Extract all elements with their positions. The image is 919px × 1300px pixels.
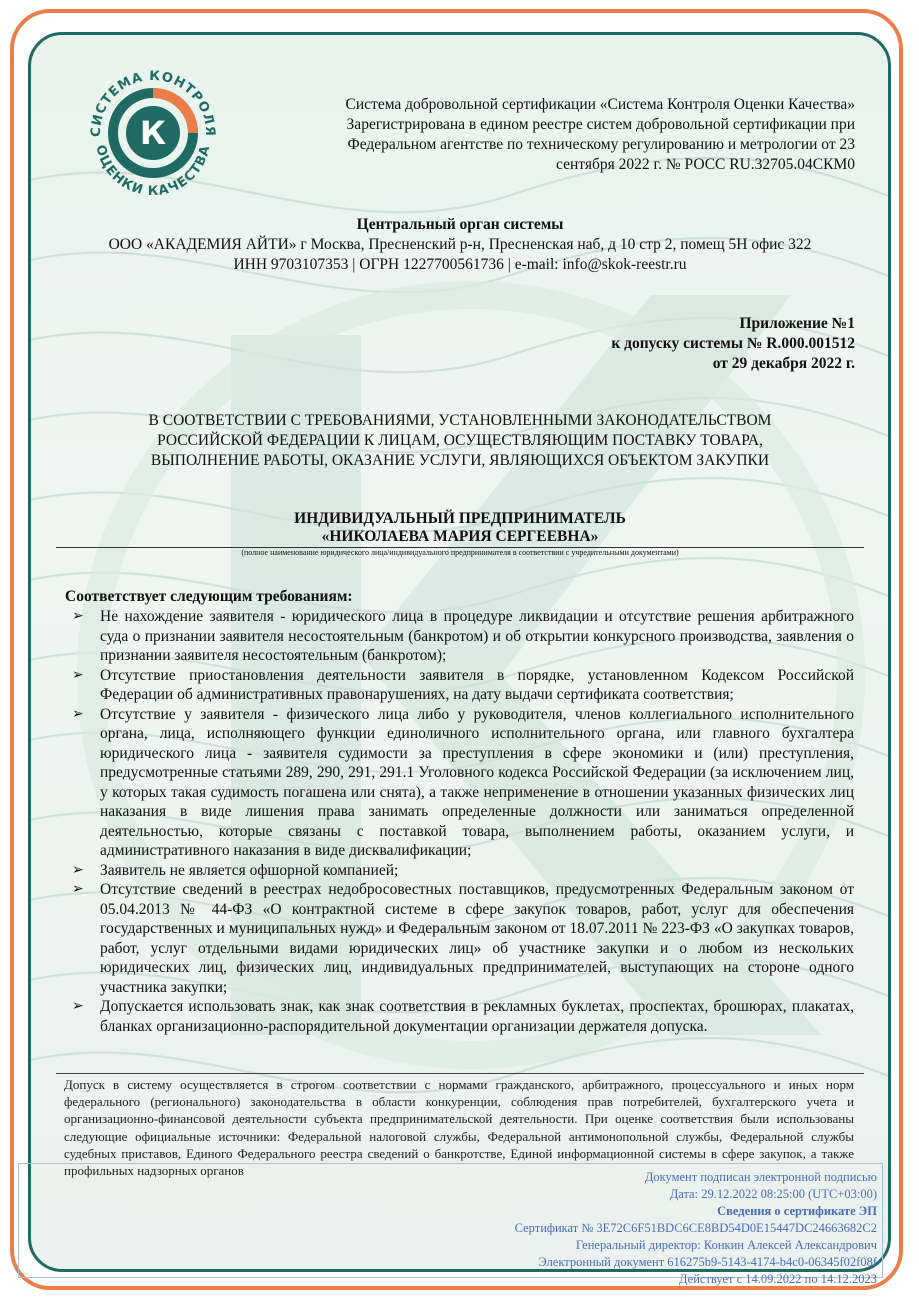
- signature-cert-heading: Сведения о сертификате ЭП: [717, 1204, 877, 1218]
- footer-divider: [56, 1073, 864, 1074]
- requirement-item: ➢ Заявитель не является офшорной компанией;: [72, 861, 399, 879]
- requirement-item: ➢ Отсутствие сведений в реестрах недобросовестных поставщиков, предусмотренных Федеральным законом от 05.04.2013 № 44-ФЗ «О контрактной системе в сфере закупок товаров, работ, услуг для обеспечения государственных и муниципальных нужд» и Федеральным законом от 18.07.2011 № 223-ФЗ «О закупках товаров, работ, услуг отдельными видами юридических лиц» об участнике закупки и о любом из нескольких юридических лиц, физических лиц, индивидуальных предпринимателей, выступающих на стороне одного участника закупки;: [72, 881, 854, 996]
- system-info-header: [200, 95, 855, 175]
- requirements-title: Соответствует следующим требованиям:: [65, 588, 353, 605]
- requirements-list: [72, 607, 854, 1036]
- central-body-title: Центральный орган системы: [356, 216, 564, 233]
- central-body-block: [40, 215, 880, 275]
- arrow-bullet-icon: ➢: [72, 999, 84, 1014]
- annex-date: от 29 декабря 2022 г.: [712, 355, 855, 372]
- compliance-heading-line: ВЫПОЛНЕНИЕ РАБОТЫ, ОКАЗАНИЕ УСЛУГИ, ЯВЛЯЮЩИХСЯ ОБЪЕКТОМ ЗАКУПКИ: [150, 452, 770, 469]
- signature-validity: Действует с 14.09.2022 по 14.12.2023: [679, 1272, 877, 1286]
- requirement-item: ➢ Допускается использовать знак, как знак соответствия в рекламных буклетах, проспектах, брошюрах, плакатах, бланках организационно-распорядительной документации организации держателя допуска.: [72, 998, 854, 1035]
- requirement-item: ➢ Отсутствие у заявителя - физического лица либо у руководителя, членов коллегиального исполнительного органа, лица, исполняющего функции единоличного исполнительного органа, или главного бухгалтера юридического лица - заявителя судимости за преступления в сфере экономики и (или) преступления, предусмотренные статьями 289, 290, 291, 291.1 Уголовного кодекса Российской Федерации (за исключением лиц, у которых такая судимость погашена или снята), а также неприменение в отношении указанных физических лиц наказания в виде лишения права занимать определенные должности или заниматься определенной деятельностью, которые связаны с поставкой товара, выполнением работы, оказанием услуги, и административного наказания в виде дисквалификации;: [72, 705, 854, 859]
- signature-date: Дата: 29.12.2022 08:25:00 (UTC+03:00): [669, 1187, 877, 1201]
- footer-note: Допуск в систему осуществляется в строгом соответствии с нормами гражданского, арбитражного, процессуального и иных норм федерального (регионального) законодательства в области конкуренции, соблюдения прав потребителей, бухгалтерского учета и организационно-финансовой деятельности субъекта предпринимательской деятельности. При оценке соответствия были использованы следующие официальные источники: Федеральной налоговой службы, Федеральной антимонопольной службы, Федеральной службы судебных приставов, Единого Федерального реестра сведений о банкротстве, Единой информационной системы в сфере закупок, а также профильных надзорных органов: [64, 1077, 854, 1179]
- entity-name-block: [55, 510, 865, 546]
- requirement-item: ➢ Отсутствие приостановления деятельности заявителя в порядке, установленном Кодексом Российской Федерации об административных правонарушениях, на дату выдачи сертификата соответствия;: [72, 666, 854, 703]
- annex-permit-number: к допуску системы № R.000.001512: [611, 335, 855, 352]
- arrow-bullet-icon: ➢: [72, 862, 84, 878]
- signature-cert-number: Сертификат № 3E72C6F51BDC6CE8BD54D0E15447DC24663682C2: [514, 1221, 877, 1235]
- arrow-bullet-icon: ➢: [72, 609, 84, 624]
- entity-type: ИНДИВИДУАЛЬНЫЙ ПРЕДПРИНИМАТЕЛЬ: [294, 510, 626, 527]
- compliance-heading: [70, 411, 850, 471]
- signature-signer: Генеральный директор: Конкин Алексей Александрович: [575, 1238, 877, 1252]
- signature-document-id: Электронный документ 616275b9-5143-4174-b4c0-06345f02f08f: [538, 1255, 877, 1269]
- system-info-line: сентября 2022 г. № РОСС RU.32705.04СКМ0: [556, 156, 855, 173]
- arrow-bullet-icon: ➢: [72, 667, 84, 683]
- annex-block: [480, 314, 855, 374]
- central-body-address: ООО «АКАДЕМИЯ АЙТИ» г Москва, Пресненский р-н, Пресненская наб, д 10 стр 2, помещ 5Н офис 322: [108, 236, 812, 253]
- arrow-bullet-icon: ➢: [72, 882, 84, 897]
- signature-signed-line: Документ подписан электронной подписью: [644, 1170, 877, 1184]
- system-info-line: Федеральном агентстве по техническому регулированию и метрологии от 23: [347, 136, 855, 153]
- central-body-ids: ИНН 9703107353 | ОГРН 1227700561736 | e-mail: info@skok-reestr.ru: [233, 256, 687, 273]
- requirement-item: ➢ Не нахождение заявителя - юридического лица в процедуре ликвидации и отсутствие решения арбитражного суда о признании заявителя несостоятельным (банкротом) и об открытии конкурсного производства, заявления о признании заявителя несостоятельным (банкротом);: [72, 608, 854, 664]
- logo-arc-text-top: СИСТЕМА КОНТРОЛЯ: [88, 68, 218, 138]
- e-signature-stamp: [257, 1169, 877, 1288]
- arrow-bullet-icon: ➢: [72, 706, 84, 722]
- system-info-line: Зарегистрирована в едином реестре систем добровольной сертификации при: [346, 116, 855, 133]
- annex-title: Приложение №1: [739, 315, 855, 332]
- logo-letter: К: [139, 114, 167, 152]
- entity-note: (полное наименование юридического лица/индивидуального предпринимателя в соответствии с учредительными документами): [241, 548, 679, 557]
- entity-name: «НИКОЛАЕВА МАРИЯ СЕРГЕЕВНА»: [321, 528, 599, 545]
- logo-arc-text-bottom: ОЦЕНКИ КАЧЕСТВА: [92, 143, 214, 200]
- system-info-line: Система добровольной сертификации «Система Контроля Оценки Качества»: [345, 96, 855, 113]
- compliance-heading-line: В СООТВЕТСТВИИ С ТРЕБОВАНИЯМИ, УСТАНОВЛЕННЫМИ ЗАКОНОДАТЕЛЬСТВОМ: [148, 412, 772, 429]
- compliance-heading-line: РОССИЙСКОЙ ФЕДЕРАЦИИ К ЛИЦАМ, ОСУЩЕСТВЛЯЮЩИМ ПОСТАВКУ ТОВАРА,: [157, 432, 763, 449]
